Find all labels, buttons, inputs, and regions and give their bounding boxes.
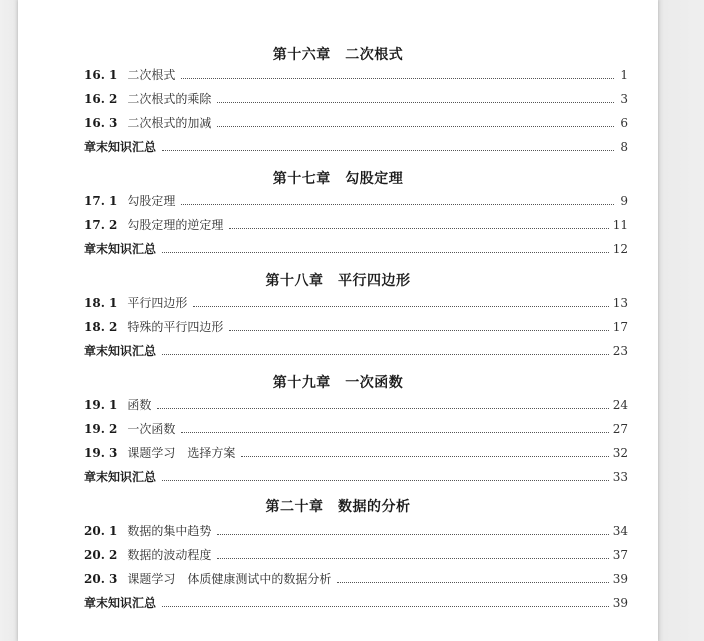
section-number: 20. 3 bbox=[84, 572, 118, 586]
section-title: 平行四边形 bbox=[127, 296, 188, 310]
section-title: 函数 bbox=[127, 398, 152, 412]
toc-entry[interactable] bbox=[84, 88, 628, 106]
toc-summary-entry[interactable] bbox=[84, 592, 628, 610]
section-title: 二次根式的加减 bbox=[127, 116, 212, 130]
toc-entry[interactable] bbox=[84, 214, 628, 232]
viewer-background-left bbox=[0, 0, 18, 641]
toc-entry[interactable] bbox=[84, 316, 628, 334]
section-title: 课题学习 体质健康测试中的数据分析 bbox=[127, 572, 332, 586]
summary-title: 章末知识汇总 bbox=[84, 344, 157, 358]
dot-leader bbox=[337, 580, 608, 583]
page-number: 9 bbox=[620, 194, 628, 208]
section-number: 16. 2 bbox=[84, 92, 118, 106]
section-number: 18. 1 bbox=[84, 296, 118, 310]
page-number: 13 bbox=[612, 296, 628, 310]
section-title: 一次函数 bbox=[127, 422, 176, 436]
summary-title: 章末知识汇总 bbox=[84, 596, 157, 610]
section-title: 二次根式 bbox=[127, 68, 176, 82]
dot-leader bbox=[229, 328, 608, 331]
section-title: 二次根式的乘除 bbox=[127, 92, 212, 106]
section-number: 17. 2 bbox=[84, 218, 118, 232]
chapter-title: 第二十章 数据的分析 bbox=[265, 499, 411, 515]
section-number: 18. 2 bbox=[84, 320, 118, 334]
section-number: 20. 1 bbox=[84, 524, 118, 538]
dot-leader bbox=[162, 478, 609, 481]
toc-entry[interactable] bbox=[84, 394, 628, 412]
page-number: 32 bbox=[612, 446, 628, 460]
chapter-title: 第十九章 一次函数 bbox=[272, 375, 404, 391]
page-number: 39 bbox=[612, 572, 628, 586]
dot-leader bbox=[181, 76, 614, 79]
section-title: 课题学习 选择方案 bbox=[127, 446, 236, 460]
section-number: 19. 2 bbox=[84, 422, 118, 436]
toc-entry[interactable] bbox=[84, 568, 628, 586]
page-number: 1 bbox=[620, 68, 628, 82]
chapter-title: 第十八章 平行四边形 bbox=[265, 273, 411, 289]
page-number: 12 bbox=[612, 242, 628, 256]
section-title: 勾股定理 bbox=[127, 194, 176, 208]
page-number: 39 bbox=[612, 596, 628, 610]
toc-entry[interactable] bbox=[84, 112, 628, 130]
section-number: 19. 3 bbox=[84, 446, 118, 460]
page-number: 24 bbox=[612, 398, 628, 412]
dot-leader bbox=[162, 352, 609, 355]
dot-leader bbox=[217, 532, 608, 535]
toc-entry[interactable] bbox=[84, 544, 628, 562]
section-title: 数据的集中趋势 bbox=[127, 524, 212, 538]
dot-leader bbox=[193, 304, 608, 307]
toc-summary-entry[interactable] bbox=[84, 238, 628, 256]
toc-entry[interactable] bbox=[84, 418, 628, 436]
dot-leader bbox=[217, 124, 614, 127]
chapter-title: 第十七章 勾股定理 bbox=[272, 171, 404, 187]
toc-entry[interactable] bbox=[84, 190, 628, 208]
page-number: 34 bbox=[612, 524, 628, 538]
dot-leader bbox=[162, 604, 609, 607]
section-number: 20. 2 bbox=[84, 548, 118, 562]
page-number: 33 bbox=[612, 470, 628, 484]
section-number: 16. 3 bbox=[84, 116, 118, 130]
section-title: 特殊的平行四边形 bbox=[127, 320, 224, 334]
dot-leader bbox=[217, 100, 614, 103]
toc-summary-entry[interactable] bbox=[84, 136, 628, 154]
summary-title: 章末知识汇总 bbox=[84, 140, 157, 154]
dot-leader bbox=[157, 406, 608, 409]
page-number: 8 bbox=[620, 140, 628, 154]
page-number: 11 bbox=[612, 218, 628, 232]
section-number: 16. 1 bbox=[84, 68, 118, 82]
page-number: 6 bbox=[620, 116, 628, 130]
section-title: 数据的波动程度 bbox=[127, 548, 212, 562]
chapter-title: 第十六章 二次根式 bbox=[272, 47, 404, 63]
dot-leader bbox=[241, 454, 608, 457]
page-number: 23 bbox=[612, 344, 628, 358]
dot-leader bbox=[162, 148, 614, 151]
toc-entry[interactable] bbox=[84, 442, 628, 460]
dot-leader bbox=[181, 430, 608, 433]
page-number: 27 bbox=[612, 422, 628, 436]
toc-entry[interactable] bbox=[84, 292, 628, 310]
viewer-background-right bbox=[658, 0, 704, 641]
dot-leader bbox=[162, 250, 609, 253]
toc-summary-entry[interactable] bbox=[84, 466, 628, 484]
dot-leader bbox=[217, 556, 608, 559]
section-number: 19. 1 bbox=[84, 398, 118, 412]
dot-leader bbox=[181, 202, 614, 205]
toc-entry[interactable] bbox=[84, 64, 628, 82]
page-number: 17 bbox=[612, 320, 628, 334]
document-page bbox=[18, 0, 658, 641]
summary-title: 章末知识汇总 bbox=[84, 470, 157, 484]
toc-entry[interactable] bbox=[84, 520, 628, 538]
section-number: 17. 1 bbox=[84, 194, 118, 208]
section-title: 勾股定理的逆定理 bbox=[127, 218, 224, 232]
dot-leader bbox=[229, 226, 608, 229]
page-number: 37 bbox=[612, 548, 628, 562]
toc-summary-entry[interactable] bbox=[84, 340, 628, 358]
page-number: 3 bbox=[620, 92, 628, 106]
summary-title: 章末知识汇总 bbox=[84, 242, 157, 256]
